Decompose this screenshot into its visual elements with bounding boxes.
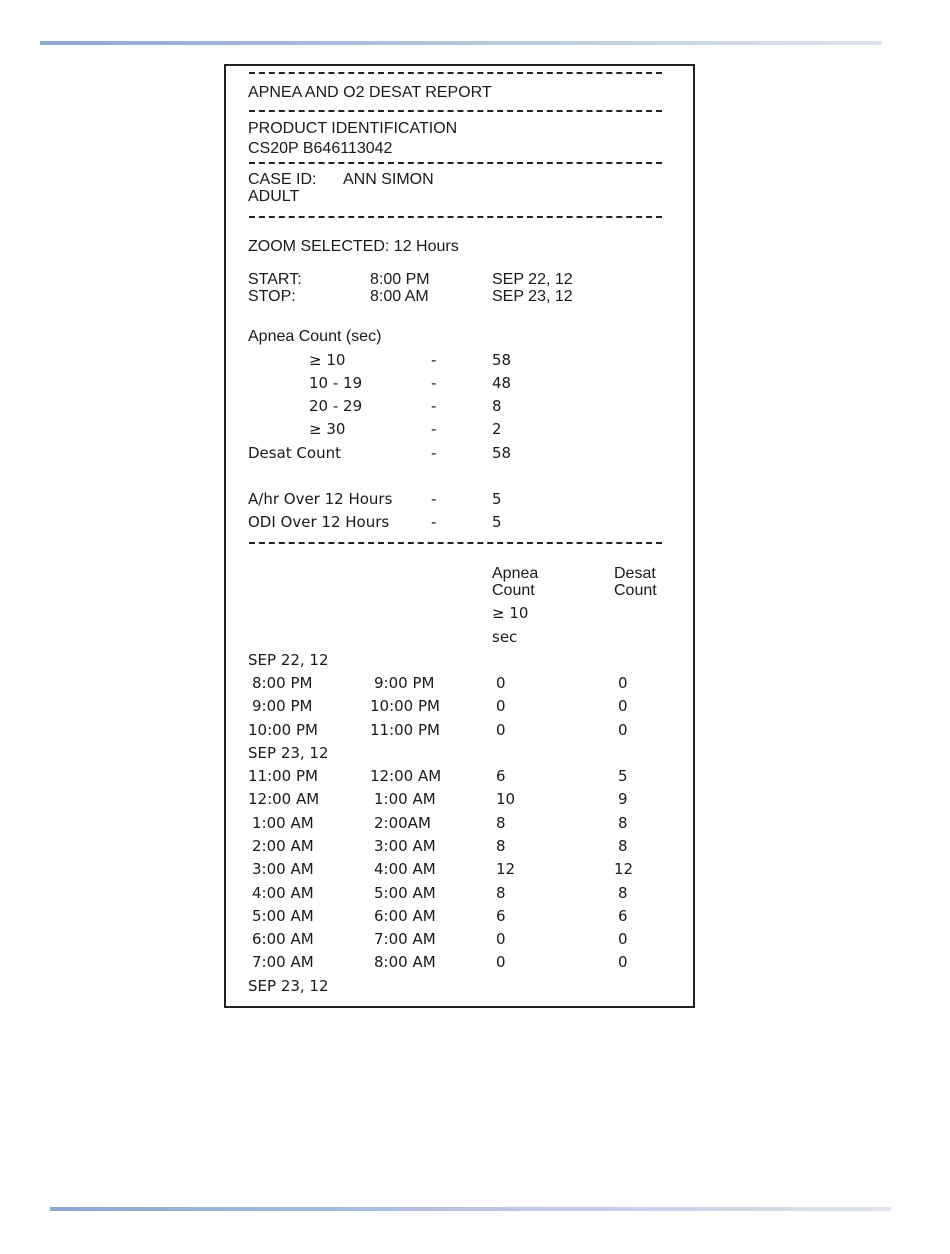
summary-label: A/hr Over 12 Hours [248, 490, 393, 508]
row-apnea-count: 0 [496, 930, 506, 949]
row-from-time: 9:00 PM [252, 697, 313, 716]
apnea-col-header: Apnea [492, 565, 539, 582]
product-id: CS20P B646113042 [248, 140, 393, 157]
row-apnea-count: 8 [496, 883, 506, 902]
date-label: SEP 22, 12 [248, 651, 329, 669]
product-label: PRODUCT IDENTIFICATION [248, 120, 458, 137]
row-desat-count: 5 [618, 767, 628, 785]
row-desat-count: 0 [618, 930, 628, 949]
patient-type: ADULT [248, 188, 300, 205]
stop-label: STOP: [248, 288, 296, 305]
case-name: ANN SIMON [343, 171, 434, 188]
stop-time: 8:00 AM [370, 288, 429, 305]
dashed-separator [249, 542, 662, 544]
summary-value: 5 [492, 490, 502, 508]
row-desat-count: 8 [618, 813, 628, 832]
row-desat-count: 6 [618, 906, 628, 925]
desat-col-header: Count [614, 582, 657, 599]
desat-col-header: Desat [614, 565, 656, 582]
summary-dash: - [431, 351, 437, 369]
summary-dash: - [431, 420, 437, 438]
row-from-time: 4:00 AM [252, 883, 314, 902]
dashed-separator [249, 110, 662, 112]
row-to-time: 8:00 AM [374, 953, 436, 972]
row-to-time: 1:00 AM [374, 790, 436, 809]
row-from-time: 1:00 AM [252, 813, 314, 832]
row-to-time: 10:00 PM [370, 697, 440, 716]
header-rule [40, 41, 882, 45]
row-apnea-count: 0 [496, 720, 506, 739]
summary-value: 48 [492, 374, 512, 392]
summary-label: ≥ 30 [309, 420, 346, 438]
row-from-time: 2:00 AM [252, 836, 314, 855]
row-from-time: 10:00 PM [248, 720, 318, 739]
row-desat-count: 8 [618, 836, 628, 855]
row-to-time: 5:00 AM [374, 883, 436, 902]
row-to-time: 2:00AM [374, 813, 431, 832]
row-desat-count: 12 [614, 860, 634, 879]
date-label: SEP 23, 12 [248, 744, 329, 762]
summary-dash: - [431, 397, 437, 415]
row-to-time: 9:00 PM [374, 674, 435, 692]
footer-rule [50, 1207, 891, 1211]
summary-value: 2 [492, 420, 502, 438]
row-to-time: 4:00 AM [374, 860, 436, 879]
row-from-time: 5:00 AM [252, 906, 314, 925]
row-to-time: 6:00 AM [374, 906, 436, 925]
row-desat-count: 0 [618, 674, 628, 692]
row-from-time: 6:00 AM [252, 930, 314, 949]
summary-dash: - [431, 444, 437, 462]
apnea-col-header: Count [492, 582, 535, 599]
start-label: START: [248, 271, 302, 288]
row-to-time: 7:00 AM [374, 930, 436, 949]
summary-label: 20 - 29 [309, 397, 363, 415]
row-apnea-count: 6 [496, 906, 506, 925]
date-label: SEP 23, 12 [248, 977, 329, 995]
summary-label: 10 - 19 [309, 374, 363, 392]
summary-value: 5 [492, 513, 502, 531]
row-from-time: 8:00 PM [252, 674, 313, 692]
row-to-time: 11:00 PM [370, 720, 440, 739]
summary-dash: - [431, 374, 437, 392]
row-desat-count: 0 [618, 720, 628, 739]
summary-label: ODI Over 12 Hours [248, 513, 390, 531]
row-apnea-count: 8 [496, 813, 506, 832]
zoom-selected: ZOOM SELECTED: 12 Hours [248, 238, 459, 255]
row-apnea-count: 6 [496, 767, 506, 785]
row-to-time: 3:00 AM [374, 836, 436, 855]
apnea-heading: Apnea Count (sec) [248, 328, 382, 345]
row-apnea-count: 0 [496, 953, 506, 972]
row-from-time: 12:00 AM [248, 790, 320, 809]
summary-value: 58 [492, 351, 512, 369]
row-desat-count: 8 [618, 883, 628, 902]
summary-dash: - [431, 490, 437, 508]
summary-label: ≥ 10 [309, 351, 346, 369]
stop-date: SEP 23, 12 [492, 288, 573, 305]
dashed-separator [249, 216, 662, 218]
row-apnea-count: 8 [496, 836, 506, 855]
start-date: SEP 22, 12 [492, 271, 573, 288]
row-apnea-count: 12 [496, 860, 516, 879]
summary-value: 8 [492, 397, 502, 415]
dashed-separator [249, 162, 662, 164]
row-apnea-count: 10 [496, 790, 516, 809]
row-apnea-count: 0 [496, 674, 506, 692]
summary-dash: - [431, 513, 437, 531]
row-to-time: 12:00 AM [370, 767, 442, 785]
row-desat-count: 0 [618, 953, 628, 972]
row-from-time: 7:00 AM [252, 953, 314, 972]
apnea-col-unit: sec [492, 628, 518, 646]
row-from-time: 3:00 AM [252, 860, 314, 879]
summary-label: Desat Count [248, 444, 341, 462]
report-title: APNEA AND O2 DESAT REPORT [248, 84, 492, 101]
start-time: 8:00 PM [370, 271, 430, 288]
row-desat-count: 9 [618, 790, 628, 809]
report-printout [224, 64, 695, 1008]
row-from-time: 11:00 PM [248, 767, 318, 785]
row-apnea-count: 0 [496, 697, 506, 716]
dashed-separator [249, 72, 662, 74]
row-desat-count: 0 [618, 697, 628, 716]
summary-value: 58 [492, 444, 512, 462]
case-label: CASE ID: [248, 171, 317, 188]
apnea-col-threshold: ≥ 10 [492, 604, 529, 622]
